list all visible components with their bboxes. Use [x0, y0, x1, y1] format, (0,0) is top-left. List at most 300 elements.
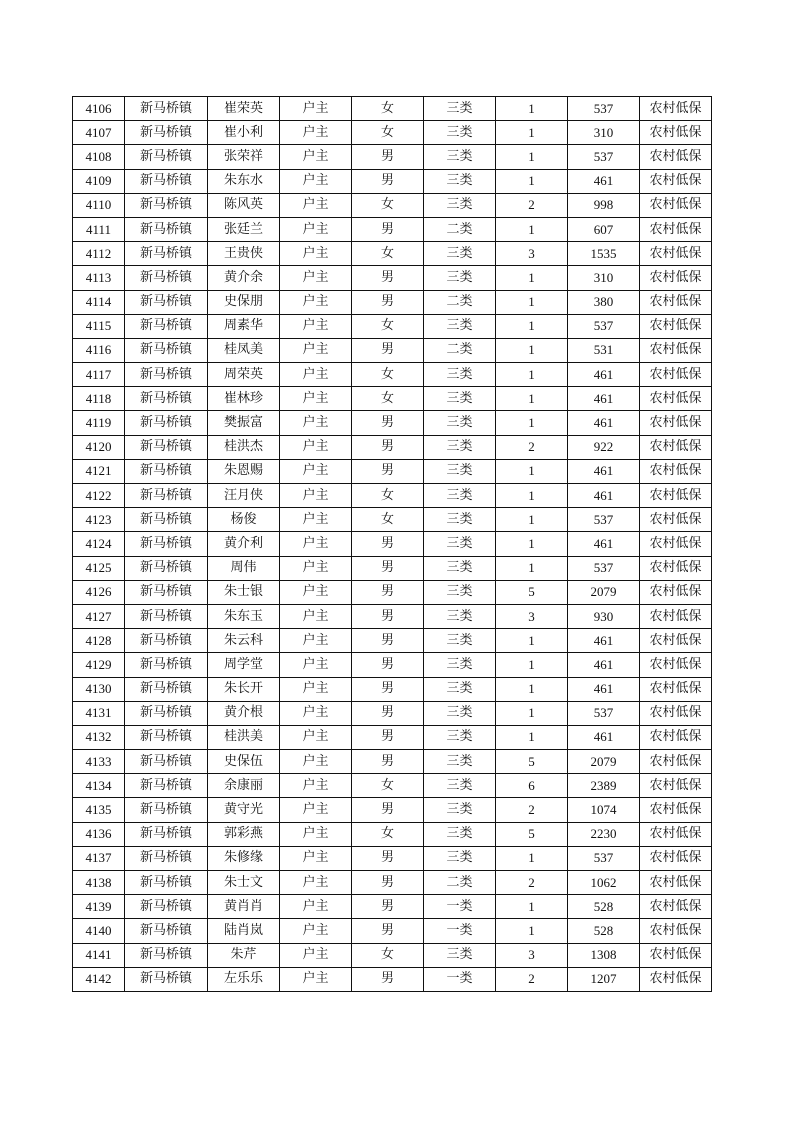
gender-cell: 女 [352, 242, 424, 266]
relation-cell: 户主 [280, 217, 352, 241]
relation-cell: 户主 [280, 242, 352, 266]
table-row [73, 484, 712, 508]
table-row [73, 435, 712, 459]
amount-cell: 528 [568, 919, 640, 943]
row-number-cell: 4118 [73, 387, 125, 411]
name-cell: 朱士银 [208, 580, 280, 604]
category-cell: 三类 [424, 508, 496, 532]
gender-cell: 男 [352, 967, 424, 991]
relation-cell: 户主 [280, 387, 352, 411]
name-cell: 张廷兰 [208, 217, 280, 241]
amount-cell: 528 [568, 895, 640, 919]
township-cell: 新马桥镇 [125, 943, 208, 967]
row-number-cell: 4111 [73, 217, 125, 241]
name-cell: 史保朋 [208, 290, 280, 314]
category-cell: 二类 [424, 290, 496, 314]
amount-cell: 930 [568, 604, 640, 628]
amount-cell: 2230 [568, 822, 640, 846]
relation-cell: 户主 [280, 314, 352, 338]
relation-cell: 户主 [280, 919, 352, 943]
household-size-cell: 3 [496, 604, 568, 628]
name-cell: 崔小利 [208, 121, 280, 145]
table-row [73, 798, 712, 822]
relation-cell: 户主 [280, 363, 352, 387]
assistance-type-cell: 农村低保 [640, 967, 712, 991]
gender-cell: 男 [352, 556, 424, 580]
name-cell: 汪月侠 [208, 484, 280, 508]
assistance-type-cell: 农村低保 [640, 604, 712, 628]
household-size-cell: 1 [496, 145, 568, 169]
relation-cell: 户主 [280, 822, 352, 846]
gender-cell: 男 [352, 604, 424, 628]
household-size-cell: 5 [496, 750, 568, 774]
assistance-type-cell: 农村低保 [640, 217, 712, 241]
category-cell: 三类 [424, 604, 496, 628]
assistance-type-cell: 农村低保 [640, 653, 712, 677]
name-cell: 周伟 [208, 556, 280, 580]
assistance-type-cell: 农村低保 [640, 242, 712, 266]
household-size-cell: 1 [496, 411, 568, 435]
name-cell: 周荣英 [208, 363, 280, 387]
table-row [73, 532, 712, 556]
gender-cell: 女 [352, 314, 424, 338]
gender-cell: 男 [352, 750, 424, 774]
assistance-type-cell: 农村低保 [640, 822, 712, 846]
amount-cell: 2389 [568, 774, 640, 798]
category-cell: 三类 [424, 363, 496, 387]
gender-cell: 男 [352, 701, 424, 725]
household-size-cell: 1 [496, 895, 568, 919]
row-number-cell: 4113 [73, 266, 125, 290]
township-cell: 新马桥镇 [125, 725, 208, 749]
relation-cell: 户主 [280, 677, 352, 701]
name-cell: 崔林珍 [208, 387, 280, 411]
category-cell: 三类 [424, 798, 496, 822]
table-row [73, 459, 712, 483]
name-cell: 朱恩赐 [208, 459, 280, 483]
amount-cell: 607 [568, 217, 640, 241]
relation-cell: 户主 [280, 580, 352, 604]
row-number-cell: 4134 [73, 774, 125, 798]
category-cell: 三类 [424, 580, 496, 604]
relation-cell: 户主 [280, 943, 352, 967]
category-cell: 三类 [424, 266, 496, 290]
category-cell: 三类 [424, 677, 496, 701]
gender-cell: 男 [352, 217, 424, 241]
category-cell: 三类 [424, 943, 496, 967]
category-cell: 三类 [424, 314, 496, 338]
household-size-cell: 1 [496, 459, 568, 483]
row-number-cell: 4108 [73, 145, 125, 169]
gender-cell: 女 [352, 387, 424, 411]
name-cell: 朱士文 [208, 871, 280, 895]
assistance-type-cell: 农村低保 [640, 895, 712, 919]
assistance-type-cell: 农村低保 [640, 508, 712, 532]
table-row [73, 314, 712, 338]
relation-cell: 户主 [280, 484, 352, 508]
assistance-type-cell: 农村低保 [640, 774, 712, 798]
row-number-cell: 4142 [73, 967, 125, 991]
table-row [73, 508, 712, 532]
household-size-cell: 1 [496, 290, 568, 314]
row-number-cell: 4117 [73, 363, 125, 387]
amount-cell: 922 [568, 435, 640, 459]
assistance-type-cell: 农村低保 [640, 169, 712, 193]
assistance-type-cell: 农村低保 [640, 266, 712, 290]
amount-cell: 1062 [568, 871, 640, 895]
name-cell: 王贵侠 [208, 242, 280, 266]
household-size-cell: 1 [496, 532, 568, 556]
table-row [73, 701, 712, 725]
table-body [73, 97, 712, 992]
row-number-cell: 4140 [73, 919, 125, 943]
amount-cell: 310 [568, 266, 640, 290]
name-cell: 桂凤美 [208, 338, 280, 362]
category-cell: 二类 [424, 217, 496, 241]
name-cell: 桂洪杰 [208, 435, 280, 459]
township-cell: 新马桥镇 [125, 508, 208, 532]
gender-cell: 女 [352, 943, 424, 967]
amount-cell: 537 [568, 145, 640, 169]
township-cell: 新马桥镇 [125, 846, 208, 870]
category-cell: 三类 [424, 653, 496, 677]
table-row [73, 363, 712, 387]
household-size-cell: 1 [496, 314, 568, 338]
assistance-type-cell: 农村低保 [640, 97, 712, 121]
table-row [73, 121, 712, 145]
household-size-cell: 1 [496, 653, 568, 677]
gender-cell: 男 [352, 532, 424, 556]
table-row [73, 871, 712, 895]
gender-cell: 男 [352, 871, 424, 895]
gender-cell: 女 [352, 121, 424, 145]
household-size-cell: 1 [496, 121, 568, 145]
township-cell: 新马桥镇 [125, 338, 208, 362]
assistance-type-cell: 农村低保 [640, 290, 712, 314]
relation-cell: 户主 [280, 701, 352, 725]
name-cell: 郭彩燕 [208, 822, 280, 846]
row-number-cell: 4137 [73, 846, 125, 870]
amount-cell: 537 [568, 508, 640, 532]
name-cell: 樊振富 [208, 411, 280, 435]
household-size-cell: 1 [496, 217, 568, 241]
amount-cell: 461 [568, 459, 640, 483]
township-cell: 新马桥镇 [125, 290, 208, 314]
gender-cell: 男 [352, 653, 424, 677]
township-cell: 新马桥镇 [125, 363, 208, 387]
assistance-type-cell: 农村低保 [640, 629, 712, 653]
township-cell: 新马桥镇 [125, 580, 208, 604]
gender-cell: 男 [352, 629, 424, 653]
township-cell: 新马桥镇 [125, 822, 208, 846]
category-cell: 一类 [424, 895, 496, 919]
table-row [73, 677, 712, 701]
household-size-cell: 1 [496, 629, 568, 653]
category-cell: 三类 [424, 846, 496, 870]
category-cell: 三类 [424, 411, 496, 435]
row-number-cell: 4112 [73, 242, 125, 266]
category-cell: 三类 [424, 459, 496, 483]
township-cell: 新马桥镇 [125, 750, 208, 774]
amount-cell: 380 [568, 290, 640, 314]
assistance-type-cell: 农村低保 [640, 145, 712, 169]
category-cell: 三类 [424, 169, 496, 193]
household-size-cell: 1 [496, 701, 568, 725]
row-number-cell: 4126 [73, 580, 125, 604]
row-number-cell: 4121 [73, 459, 125, 483]
township-cell: 新马桥镇 [125, 967, 208, 991]
name-cell: 周学堂 [208, 653, 280, 677]
name-cell: 陆肖岚 [208, 919, 280, 943]
category-cell: 二类 [424, 871, 496, 895]
row-number-cell: 4119 [73, 411, 125, 435]
name-cell: 朱东水 [208, 169, 280, 193]
relation-cell: 户主 [280, 508, 352, 532]
amount-cell: 537 [568, 314, 640, 338]
assistance-type-cell: 农村低保 [640, 798, 712, 822]
gender-cell: 男 [352, 895, 424, 919]
household-size-cell: 3 [496, 242, 568, 266]
amount-cell: 461 [568, 725, 640, 749]
amount-cell: 461 [568, 677, 640, 701]
name-cell: 朱芹 [208, 943, 280, 967]
township-cell: 新马桥镇 [125, 919, 208, 943]
assistance-type-cell: 农村低保 [640, 871, 712, 895]
assistance-type-cell: 农村低保 [640, 121, 712, 145]
relation-cell: 户主 [280, 967, 352, 991]
relation-cell: 户主 [280, 266, 352, 290]
household-size-cell: 2 [496, 435, 568, 459]
category-cell: 三类 [424, 484, 496, 508]
table-row [73, 725, 712, 749]
table-row [73, 774, 712, 798]
amount-cell: 310 [568, 121, 640, 145]
gender-cell: 男 [352, 459, 424, 483]
table-row [73, 338, 712, 362]
name-cell: 崔荣英 [208, 97, 280, 121]
table-row [73, 653, 712, 677]
township-cell: 新马桥镇 [125, 629, 208, 653]
row-number-cell: 4129 [73, 653, 125, 677]
relation-cell: 户主 [280, 556, 352, 580]
township-cell: 新马桥镇 [125, 266, 208, 290]
household-size-cell: 1 [496, 484, 568, 508]
table-row [73, 967, 712, 991]
category-cell: 三类 [424, 121, 496, 145]
township-cell: 新马桥镇 [125, 677, 208, 701]
township-cell: 新马桥镇 [125, 484, 208, 508]
township-cell: 新马桥镇 [125, 701, 208, 725]
household-size-cell: 5 [496, 822, 568, 846]
relation-cell: 户主 [280, 411, 352, 435]
township-cell: 新马桥镇 [125, 314, 208, 338]
gender-cell: 男 [352, 677, 424, 701]
township-cell: 新马桥镇 [125, 193, 208, 217]
category-cell: 三类 [424, 556, 496, 580]
relation-cell: 户主 [280, 653, 352, 677]
gender-cell: 男 [352, 846, 424, 870]
name-cell: 史保伍 [208, 750, 280, 774]
relation-cell: 户主 [280, 895, 352, 919]
table-row [73, 556, 712, 580]
category-cell: 三类 [424, 822, 496, 846]
table-row [73, 387, 712, 411]
row-number-cell: 4115 [73, 314, 125, 338]
township-cell: 新马桥镇 [125, 532, 208, 556]
category-cell: 三类 [424, 387, 496, 411]
gender-cell: 男 [352, 338, 424, 362]
table-row [73, 604, 712, 628]
gender-cell: 女 [352, 193, 424, 217]
township-cell: 新马桥镇 [125, 435, 208, 459]
row-number-cell: 4107 [73, 121, 125, 145]
amount-cell: 1074 [568, 798, 640, 822]
table-row [73, 97, 712, 121]
assistance-type-cell: 农村低保 [640, 750, 712, 774]
relation-cell: 户主 [280, 290, 352, 314]
row-number-cell: 4127 [73, 604, 125, 628]
category-cell: 三类 [424, 774, 496, 798]
row-number-cell: 4123 [73, 508, 125, 532]
category-cell: 三类 [424, 97, 496, 121]
assistance-type-cell: 农村低保 [640, 677, 712, 701]
household-size-cell: 1 [496, 919, 568, 943]
household-size-cell: 3 [496, 943, 568, 967]
relation-cell: 户主 [280, 871, 352, 895]
household-size-cell: 1 [496, 363, 568, 387]
amount-cell: 537 [568, 556, 640, 580]
row-number-cell: 4128 [73, 629, 125, 653]
household-size-cell: 1 [496, 387, 568, 411]
gender-cell: 女 [352, 363, 424, 387]
amount-cell: 461 [568, 387, 640, 411]
gender-cell: 男 [352, 919, 424, 943]
assistance-type-cell: 农村低保 [640, 338, 712, 362]
relation-cell: 户主 [280, 145, 352, 169]
name-cell: 张荣祥 [208, 145, 280, 169]
relation-cell: 户主 [280, 193, 352, 217]
table-row [73, 580, 712, 604]
amount-cell: 461 [568, 532, 640, 556]
township-cell: 新马桥镇 [125, 556, 208, 580]
township-cell: 新马桥镇 [125, 97, 208, 121]
amount-cell: 461 [568, 363, 640, 387]
row-number-cell: 4131 [73, 701, 125, 725]
gender-cell: 男 [352, 580, 424, 604]
name-cell: 黄肖肖 [208, 895, 280, 919]
amount-cell: 537 [568, 701, 640, 725]
row-number-cell: 4122 [73, 484, 125, 508]
household-size-cell: 2 [496, 193, 568, 217]
row-number-cell: 4136 [73, 822, 125, 846]
assistance-type-cell: 农村低保 [640, 532, 712, 556]
assistance-type-cell: 农村低保 [640, 459, 712, 483]
name-cell: 余康丽 [208, 774, 280, 798]
assistance-type-cell: 农村低保 [640, 193, 712, 217]
relation-cell: 户主 [280, 338, 352, 362]
relation-cell: 户主 [280, 435, 352, 459]
row-number-cell: 4106 [73, 97, 125, 121]
gender-cell: 女 [352, 484, 424, 508]
gender-cell: 男 [352, 169, 424, 193]
row-number-cell: 4138 [73, 871, 125, 895]
name-cell: 左乐乐 [208, 967, 280, 991]
assistance-type-cell: 农村低保 [640, 556, 712, 580]
category-cell: 三类 [424, 701, 496, 725]
row-number-cell: 4130 [73, 677, 125, 701]
amount-cell: 1535 [568, 242, 640, 266]
relation-cell: 户主 [280, 629, 352, 653]
name-cell: 黄介利 [208, 532, 280, 556]
row-number-cell: 4116 [73, 338, 125, 362]
name-cell: 桂洪美 [208, 725, 280, 749]
category-cell: 一类 [424, 967, 496, 991]
table-row [73, 266, 712, 290]
row-number-cell: 4133 [73, 750, 125, 774]
category-cell: 二类 [424, 338, 496, 362]
township-cell: 新马桥镇 [125, 895, 208, 919]
amount-cell: 537 [568, 846, 640, 870]
gender-cell: 男 [352, 798, 424, 822]
household-size-cell: 5 [496, 580, 568, 604]
amount-cell: 1207 [568, 967, 640, 991]
gender-cell: 男 [352, 145, 424, 169]
category-cell: 三类 [424, 725, 496, 749]
township-cell: 新马桥镇 [125, 774, 208, 798]
table-row [73, 919, 712, 943]
table-row [73, 145, 712, 169]
category-cell: 一类 [424, 919, 496, 943]
table-row [73, 750, 712, 774]
township-cell: 新马桥镇 [125, 145, 208, 169]
amount-cell: 531 [568, 338, 640, 362]
row-number-cell: 4120 [73, 435, 125, 459]
household-size-cell: 1 [496, 725, 568, 749]
relation-cell: 户主 [280, 798, 352, 822]
relation-cell: 户主 [280, 459, 352, 483]
amount-cell: 461 [568, 411, 640, 435]
household-size-cell: 1 [496, 169, 568, 193]
table-row [73, 846, 712, 870]
household-size-cell: 2 [496, 871, 568, 895]
name-cell: 朱长开 [208, 677, 280, 701]
table-row [73, 193, 712, 217]
township-cell: 新马桥镇 [125, 798, 208, 822]
township-cell: 新马桥镇 [125, 121, 208, 145]
township-cell: 新马桥镇 [125, 653, 208, 677]
row-number-cell: 4132 [73, 725, 125, 749]
row-number-cell: 4139 [73, 895, 125, 919]
assistance-type-cell: 农村低保 [640, 725, 712, 749]
relation-cell: 户主 [280, 604, 352, 628]
household-size-cell: 2 [496, 967, 568, 991]
household-size-cell: 2 [496, 798, 568, 822]
table-row [73, 629, 712, 653]
table-row [73, 169, 712, 193]
gender-cell: 男 [352, 411, 424, 435]
township-cell: 新马桥镇 [125, 169, 208, 193]
name-cell: 朱云科 [208, 629, 280, 653]
relation-cell: 户主 [280, 774, 352, 798]
category-cell: 三类 [424, 629, 496, 653]
gender-cell: 男 [352, 290, 424, 314]
amount-cell: 461 [568, 169, 640, 193]
relation-cell: 户主 [280, 725, 352, 749]
assistance-type-cell: 农村低保 [640, 846, 712, 870]
name-cell: 黄介余 [208, 266, 280, 290]
assistance-type-cell: 农村低保 [640, 435, 712, 459]
household-size-cell: 1 [496, 266, 568, 290]
